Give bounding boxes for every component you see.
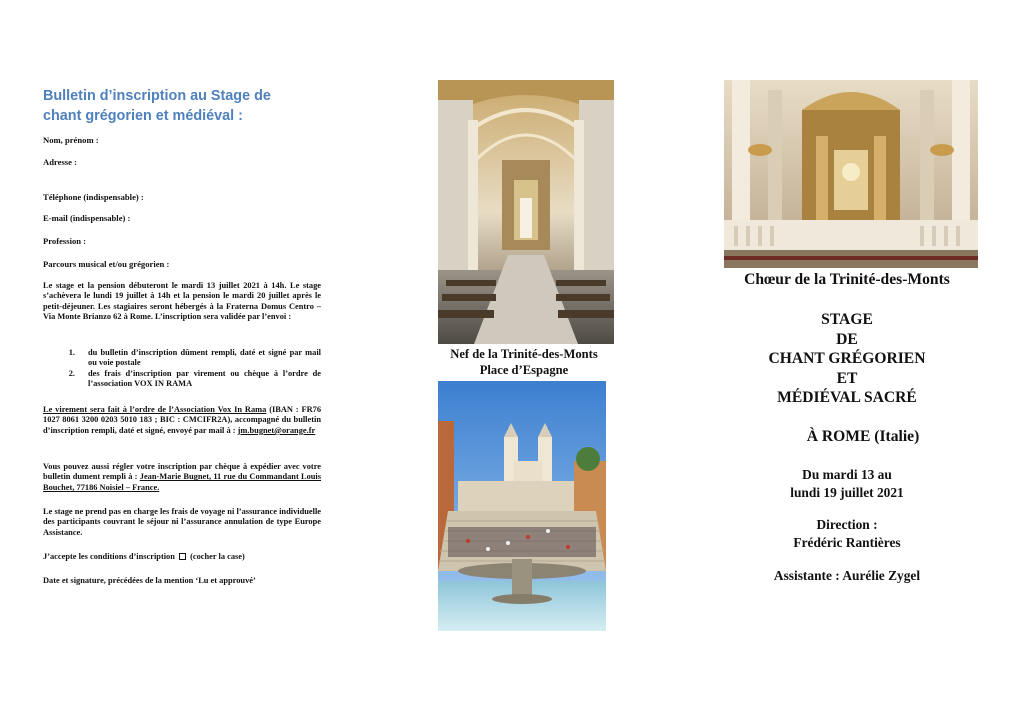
list-item (43, 348, 321, 369)
dates-line2: lundi 19 juillet 2021 (790, 485, 904, 500)
intro-paragraph: Le stage et la pension débuteront le mardi 13 juillet 2021 à 14h. Le stage s’achèvera le lundi 19 juillet à 14h et la pension le mardi 20 juillet après le petit-déjeuner. Les stagiaires seront hébergés à la Fraterna Domus Centro – Via Monte Brianzo 62 à Rome. L’inscription sera validée par l’envoi : (43, 281, 321, 322)
stage-line: ET (836, 369, 858, 387)
stage-line: CHANT GRÉGORIEN (768, 350, 926, 367)
field-background: Parcours musical et/ou grégorien : (43, 259, 170, 269)
caption-line2: Place d’Espagne (479, 363, 569, 377)
field-profession: Profession : (43, 236, 87, 246)
list-text: des frais d’inscription par virement ou chèque à l’ordre de l’association VOX IN RAMA (88, 368, 321, 389)
bank-details: (IBAN : FR76 1027 8061 3200 0203 5010 183 ; BIC : CMCIFR2A), accompagné du bulletin d’inscription rempli, daté et signé, envoyé par mail à : (43, 405, 322, 435)
caption-line1: Nef de la Trinité-des-Monts (450, 347, 598, 361)
bank-paragraph (43, 405, 321, 436)
stage-line: MÉDIÉVAL SACRÉ (777, 389, 917, 406)
direction-label: Direction : (816, 517, 878, 532)
director-name: Frédéric Rantières (793, 535, 901, 550)
field-address: Adresse : (43, 157, 77, 167)
nave-photo-image (438, 80, 614, 344)
accept-text: J’accepte les conditions d’inscription (43, 552, 175, 561)
nave-photo (438, 80, 614, 344)
signature-line: Date et signature, précédées de la mention ‘Lu et approuvé’ (43, 576, 256, 585)
stage-line: STAGE (821, 311, 873, 328)
list-text: du bulletin d’inscription dûment rempli, daté et signé par mail ou voie postale (88, 348, 321, 368)
form-title-line1: Bulletin d’inscription au Stage de (43, 88, 271, 104)
field-name: Nom, prénom : (43, 135, 99, 145)
bank-heading: Le virement sera fait à l’ordre de l’Association Vox In Rama (43, 405, 267, 414)
requirements-list (43, 348, 321, 390)
accept-hint: (cocher la case) (190, 552, 245, 561)
accept-checkbox[interactable] (179, 553, 186, 560)
stage-title (724, 310, 970, 408)
form-title-line2: chant grégorien et médiéval : (43, 108, 243, 124)
list-item (43, 369, 321, 390)
spanish-steps-image (438, 381, 606, 631)
altar-photo-image (724, 80, 978, 268)
photo-caption (428, 346, 620, 378)
stage-line: DE (836, 330, 858, 348)
cheque-address: Jean-Marie Bugnet, 11 rue du Commandant Louis Bouchet, 77186 Noisiel – France. (43, 472, 322, 492)
form-title (43, 86, 321, 126)
registration-form (43, 86, 321, 128)
insurance-paragraph: Le stage ne prend pas en charge les frais de voyage ni l’assurance individuelle des participants couvrant le séjour ni l’assurance annulation de type Europe Assistance. (43, 507, 321, 537)
cheque-paragraph (43, 462, 321, 493)
direction (724, 516, 970, 552)
spanish-steps-photo (438, 381, 606, 631)
assistant: Assistante : Aurélie Zygel (773, 568, 921, 583)
location: À ROME (Italie) (806, 428, 920, 445)
bank-email-link[interactable]: jm.bugnet@orange.fr (237, 425, 316, 435)
dates-line1: Du mardi 13 au (802, 467, 892, 482)
list-number: 2. (68, 368, 75, 378)
list-number: 1. (68, 348, 75, 357)
field-email: E-mail (indispensable) : (43, 213, 131, 223)
dates (724, 466, 970, 502)
altar-photo (724, 80, 978, 268)
cheque-text: Vous pouvez aussi régler votre inscription par chèque à expédier avec votre bulletin dument rempli à : (43, 462, 321, 482)
choir-name: Chœur de la Trinité-des-Monts (744, 271, 950, 288)
field-phone: Téléphone (indispensable) : (43, 192, 144, 202)
accept-line (43, 551, 245, 562)
